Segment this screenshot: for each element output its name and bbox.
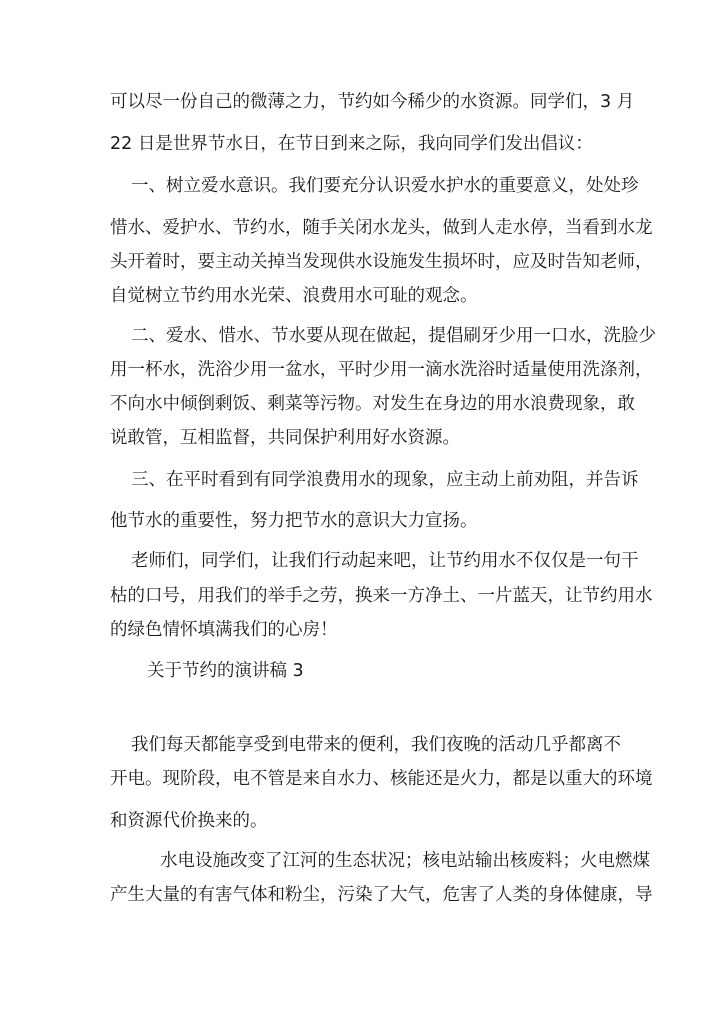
- paragraph-line: 说敢管，互相监督，共同保护利用好水资源。: [110, 428, 460, 448]
- paragraph-line: 二、爱水、惜水、节水要从现在做起，提倡刷牙少用一口水，洗脸少: [131, 326, 656, 346]
- paragraph-line: 水电设施改变了江河的生态状况；核电站输出核废料；火电燃煤: [160, 851, 650, 871]
- paragraph-line: 他节水的重要性，努力把节水的意识大力宣扬。: [110, 511, 478, 531]
- paragraph-line: 22 日是世界节水日，在节日到来之际，我向同学们发出倡议：: [110, 134, 593, 154]
- section-heading: 关于节约的演讲稿 3: [147, 661, 304, 681]
- paragraph-line: 产生大量的有害气体和粉尘，污染了大气，危害了人类的身体健康，导: [110, 885, 653, 905]
- paragraph-line: 可以尽一份自己的微薄之力，节约如今稀少的水资源。同学们，3 月: [110, 92, 635, 112]
- paragraph-line: 我们每天都能享受到电带来的便利，我们夜晚的活动几乎都离不: [131, 735, 621, 755]
- paragraph-line: 自觉树立节约用水光荣、浪费用水可耻的观念。: [110, 286, 478, 306]
- paragraph-line: 头开着时，要主动关掉当发现供水设施发生损坏时，应及时告知老师，: [110, 252, 653, 272]
- paragraph-line: 一、树立爱水意识。我们要充分认识爱水护水的重要意义，处处珍: [131, 176, 639, 196]
- paragraph-line: 不向水中倾倒剩饭、剩菜等污物。对发生在身边的用水浪费现象，敢: [110, 394, 635, 414]
- paragraph-line: 惜水、爱护水、节约水，随手关闭水龙头，做到人走水停，当看到水龙: [110, 218, 653, 238]
- paragraph-line: 用一杯水，洗浴少用一盆水，平时少用一滴水洗浴时适量使用洗涤剂，: [110, 360, 653, 380]
- paragraph-line: 开电。现阶段，电不管是来自水力、核能还是火力，都是以重大的环境: [110, 769, 653, 789]
- paragraph-line: 枯的口号，用我们的举手之劳，换来一方净土、一片蓝天，让节约用水: [110, 586, 653, 606]
- paragraph-line: 老师们，同学们，让我们行动起来吧，让节约用水不仅仅是一句干: [131, 551, 639, 571]
- paragraph-line: 三、在平时看到有同学浪费用水的现象，应主动上前劝阻，并告诉: [131, 470, 639, 490]
- paragraph-line: 的绿色情怀填满我们的心房！: [110, 620, 338, 640]
- paragraph-line: 和资源代价换来的。: [110, 811, 268, 831]
